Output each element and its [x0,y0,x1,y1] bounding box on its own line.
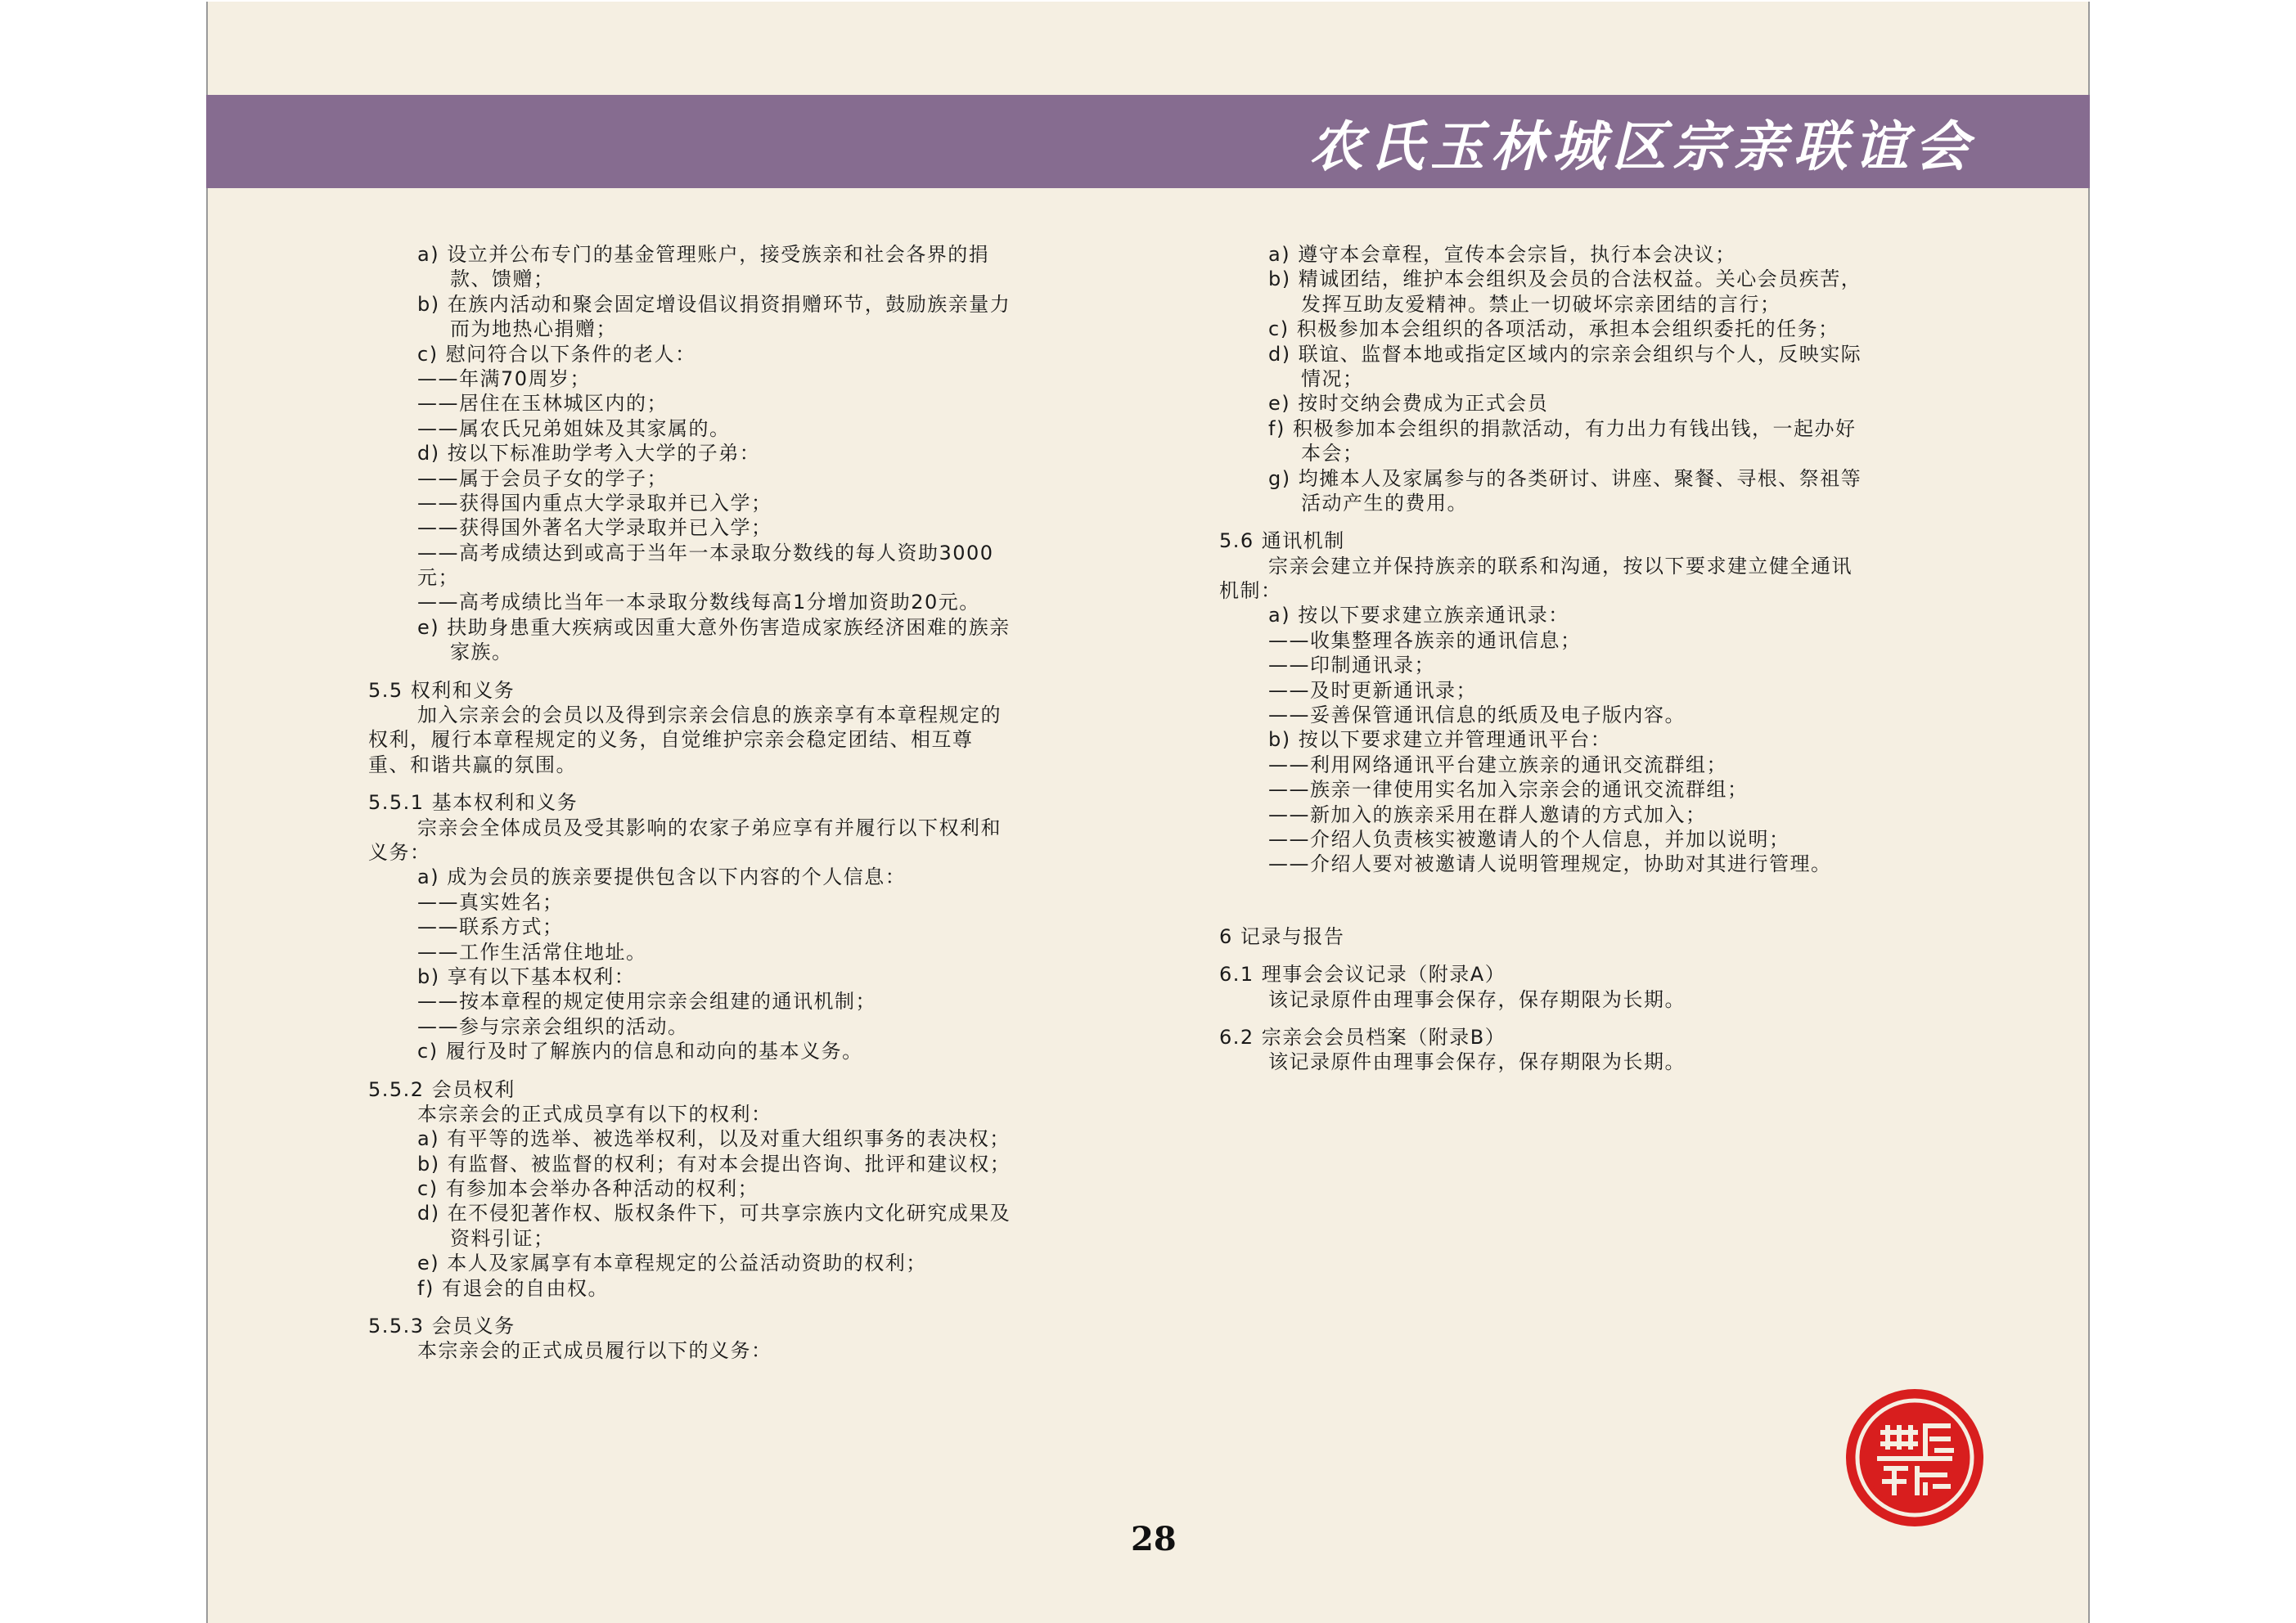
text-line: ——获得国外著名大学录取并已入学； [417,516,772,540]
text-line: 而为地热心捐赠； [450,317,617,341]
text-line: 6 记录与报告 [1219,924,1345,948]
text-line: e) 按时交纳会费成为正式会员 [1268,392,1549,416]
text-line: 宗亲会建立并保持族亲的联系和沟通，按以下要求建立健全通讯 [1268,554,1853,578]
text-line: f) 积极参加本会组织的捐款活动，有力出力有钱出钱，一起办好 [1268,416,1857,440]
text-line: b) 有监督、被监督的权利；有对本会提出咨询、批评和建议权； [417,1152,1011,1176]
text-line: ——新加入的族亲采用在群人邀请的方式加入； [1268,803,1707,826]
text-line: 本宗亲会的正式成员享有以下的权利： [417,1102,772,1126]
text-line: ——按本章程的规定使用宗亲会组建的通讯机制； [417,990,876,1014]
text-line: d) 按以下标准助学考入大学的子弟： [417,442,761,465]
text-line: ——参与宗亲会组织的活动。 [417,1014,689,1038]
text-line: ——妥善保管通讯信息的纸质及电子版内容。 [1268,704,1686,727]
text-line: c) 慰问符合以下条件的老人： [417,342,696,366]
left-column [368,242,1077,1364]
text-line: 情况； [1301,366,1364,390]
text-line: 活动产生的费用。 [1301,491,1468,515]
text-line: b) 按以下要求建立并管理通讯平台： [1268,728,1612,752]
text-line: 5.6 通讯机制 [1219,529,1345,553]
text-line: c) 积极参加本会组织的各项活动，承担本会组织委托的任务； [1268,317,1839,341]
text-line: ——获得国内重点大学录取并已入学； [417,491,772,515]
text-line: 元； [417,566,459,590]
text-line: ——工作生活常住地址。 [417,940,647,964]
text-line: ——收集整理各族亲的通讯信息； [1268,628,1582,652]
text-line: 6.2 宗亲会会员档案（附录B） [1219,1025,1506,1049]
text-line: b) 享有以下基本权利： [417,964,636,988]
text-line: 该记录原件由理事会保存，保存期限为长期。 [1268,987,1686,1011]
page-number: 28 [1131,1520,1177,1558]
text-line: ——真实姓名； [417,890,564,914]
text-line: 5.5.2 会员权利 [368,1077,515,1101]
text-line: 宗亲会全体成员及受其影响的农家子弟应享有并履行以下权利和 [417,816,1002,839]
text-line: 权利，履行本章程规定的义务，自觉维护宗亲会稳定团结、相互尊 [368,728,974,752]
right-column [1219,242,1939,1075]
text-line: ——族亲一律使用实名加入宗亲会的通讯交流群组； [1268,778,1749,802]
text-line: b) 在族内活动和聚会固定增设倡议捐资捐赠环节，鼓励族亲量力 [417,292,1011,316]
text-line: f) 有退会的自由权。 [417,1276,609,1300]
text-line: 该记录原件由理事会保存，保存期限为长期。 [1268,1050,1686,1074]
text-line: a) 成为会员的族亲要提供包含以下内容的个人信息： [417,865,907,889]
text-line: a) 有平等的选举、被选举权利，以及对重大组织事务的表决权； [417,1127,1011,1151]
text-line: d) 联谊、监督本地或指定区域内的宗亲会组织与个人，反映实际 [1268,342,1862,366]
header-band [206,95,2090,188]
text-line: 5.5.1 基本权利和义务 [368,791,579,815]
text-line: 6.1 理事会会议记录（附录A） [1219,963,1506,987]
text-line: ——介绍人要对被邀请人说明管理规定，协助对其进行管理。 [1268,852,1832,876]
text-line: ——高考成绩达到或高于当年一本录取分数线的每人资助3000 [417,541,994,564]
page-title: 农氏玉林城区宗亲联谊会 [1309,115,1975,178]
text-line: ——年满70周岁； [417,366,592,390]
text-line: c) 履行及时了解族内的信息和动向的基本义务。 [417,1040,863,1063]
text-line: 本宗亲会的正式成员履行以下的义务： [417,1339,772,1363]
text-line: ——属于会员子女的学子； [417,466,668,490]
text-line: a) 遵守本会章程，宣传本会宗旨，执行本会决议； [1268,243,1736,266]
text-line: ——属农氏兄弟姐妹及其家属的。 [417,416,731,440]
text-line: ——及时更新通讯录； [1268,678,1477,702]
text-line: d) 在不侵犯著作权、版权条件下，可共享宗族内文化研究成果及 [417,1202,1011,1225]
text-line: ——利用网络通讯平台建立族亲的通讯交流群组； [1268,753,1727,776]
text-line: 义务： [368,840,431,864]
text-line: a) 按以下要求建立族亲通讯录： [1268,604,1569,627]
seal-stamp-icon [1844,1387,1985,1528]
text-line: ——联系方式； [417,915,564,939]
text-line: e) 本人及家属享有本章程规定的公益活动资助的权利； [417,1252,927,1275]
text-line: 5.5.3 会员义务 [368,1315,515,1338]
text-line: 机制： [1219,579,1282,603]
text-line: 加入宗亲会的会员以及得到宗亲会信息的族亲享有本章程规定的 [417,704,1002,727]
text-line: 重、和谐共赢的氛围。 [368,753,577,776]
text-line: b) 精诚团结，维护本会组织及会员的合法权益。关心会员疾苦， [1268,268,1862,291]
text-line: g) 均摊本人及家属参与的各类研讨、讲座、聚餐、寻根、祭祖等 [1268,466,1862,490]
text-line: a) 设立并公布专门的基金管理账户，接受族亲和社会各界的捐 [417,243,990,266]
text-line: ——印制通讯录； [1268,654,1435,677]
text-line: 家族。 [450,641,513,664]
text-line: 5.5 权利和义务 [368,678,515,702]
text-line: 本会； [1301,442,1364,465]
text-line: 款、馈赠； [450,268,555,291]
text-line: c) 有参加本会举办各种活动的权利； [417,1177,759,1201]
text-line: ——介绍人负责核实被邀请人的个人信息，并加以说明； [1268,827,1790,851]
text-line: ——居住在玉林城区内的； [417,392,668,416]
text-line: ——高考成绩比当年一本录取分数线每高1分增加资助20元。 [417,591,980,614]
text-line: 发挥互助友爱精神。禁止一切破坏宗亲团结的言行； [1301,292,1781,316]
text-line: e) 扶助身患重大疾病或因重大意外伤害造成家族经济困难的族亲 [417,615,1011,639]
text-line: 资料引证； [450,1226,555,1250]
